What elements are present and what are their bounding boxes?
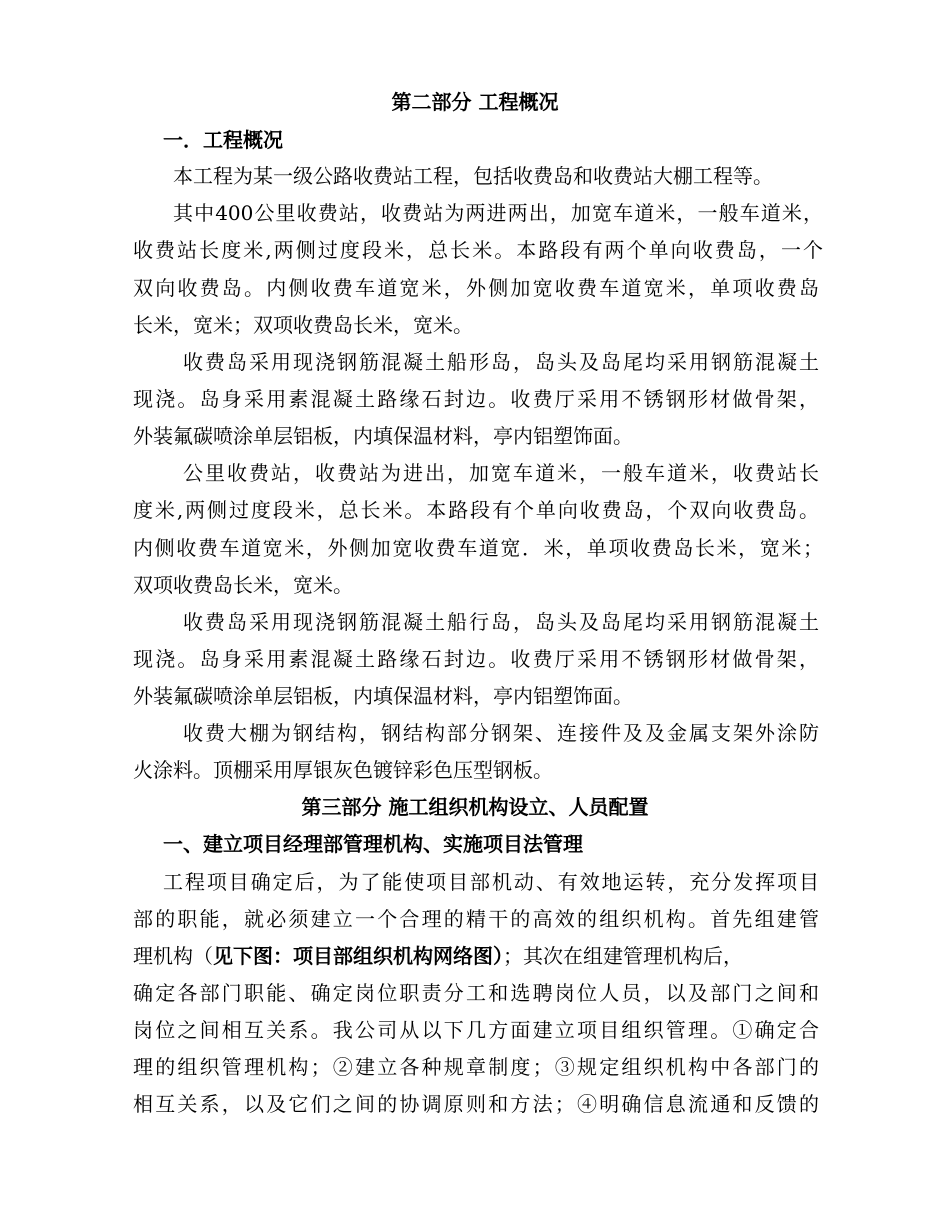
paragraph-line: 确定各部门职能、确定岗位职责分工和选聘岗位人员，以及部门之间和 xyxy=(133,981,819,1005)
paragraph-line: 火涂料。顶棚采用厚银灰色镀锌彩色压型钢板。 xyxy=(133,758,553,782)
paragraph-intro: 本工程为某一级公路收费站工程，包括收费岛和收费站大棚工程等。 xyxy=(173,164,773,188)
paragraph-line: 现浇。岛身采用素混凝土路缘石封边。收费厅采用不锈钢形材做骨架， xyxy=(133,387,819,411)
paragraph-line-with-bold xyxy=(0,941,950,971)
paragraph-line: 工程项目确定后，为了能使项目部机动、有效地运转，充分发挥项目 xyxy=(163,870,819,894)
paragraph-line: 相互关系，以及它们之间的协调原则和方法；④明确信息流通和反馈的 xyxy=(133,1092,819,1116)
line-text: ；其次在组建管理机构后， xyxy=(503,944,743,968)
paragraph-line: 理的组织管理机构；②建立各种规章制度；③规定组织机构中各部门的 xyxy=(133,1055,819,1079)
paragraph-line: 收费大棚为钢结构，钢结构部分钢架、连接件及及金属支架外涂防 xyxy=(183,721,819,745)
paragraph-line: 部的职能，就必须建立一个合理的精干的高效的组织机构。首先组建管 xyxy=(133,907,819,931)
paragraph-line: 双向收费岛。内侧收费车道宽米，外侧加宽收费车道宽米，单项收费岛 xyxy=(133,276,819,300)
section-heading-project-overview: 一．工程概况 xyxy=(163,128,283,152)
figure-reference: 见下图：项目部组织机构网络图） xyxy=(213,944,503,968)
paragraph-line: 外装氟碳喷涂单层铝板，内填保温材料，亭内铝塑饰面。 xyxy=(133,684,633,708)
section-heading-management: 一、建立项目经理部管理机构、实施项目法管理 xyxy=(163,832,583,856)
paragraph-line: 长米，宽米；双项收费岛长米，宽米。 xyxy=(133,313,473,337)
line-text: 理机构（ xyxy=(133,944,213,968)
part2-title: 第二部分 工程概况 xyxy=(391,90,559,114)
paragraph-line: 双项收费岛长米，宽米。 xyxy=(133,573,353,597)
paragraph-line: 现浇。岛身采用素混凝土路缘石封边。收费厅采用不锈钢形材做骨架， xyxy=(133,647,819,671)
paragraph-line: 内侧收费车道宽米，外侧加宽收费车道宽．米，单项收费岛长米，宽米； xyxy=(133,536,823,560)
part3-title: 第三部分 施工组织机构设立、人员配置 xyxy=(301,795,649,819)
paragraph-line: 公里收费站，收费站为进出，加宽车道米，一般车道米，收费站长 xyxy=(183,461,819,485)
paragraph-line: 收费岛采用现浇钢筋混凝土船行岛，岛头及岛尾均采用钢筋混凝土 xyxy=(183,610,819,634)
paragraph-line: 其中400公里收费站，收费站为两进两出，加宽车道米，一般车道米， xyxy=(173,201,823,225)
paragraph-line: 收费站长度米,两侧过度段米，总长米。本路段有两个单向收费岛，一个 xyxy=(133,238,823,262)
paragraph-line: 收费岛采用现浇钢筋混凝土船形岛，岛头及岛尾均采用钢筋混凝土 xyxy=(183,350,819,374)
paragraph-line: 度米,两侧过度段米，总长米。本路段有个单向收费岛，个双向收费岛。 xyxy=(133,498,819,522)
paragraph-line: 外装氟碳喷涂单层铝板，内填保温材料，亭内铝塑饰面。 xyxy=(133,424,633,448)
paragraph-line: 岗位之间相互关系。我公司从以下几方面建立项目组织管理。①确定合 xyxy=(133,1018,819,1042)
